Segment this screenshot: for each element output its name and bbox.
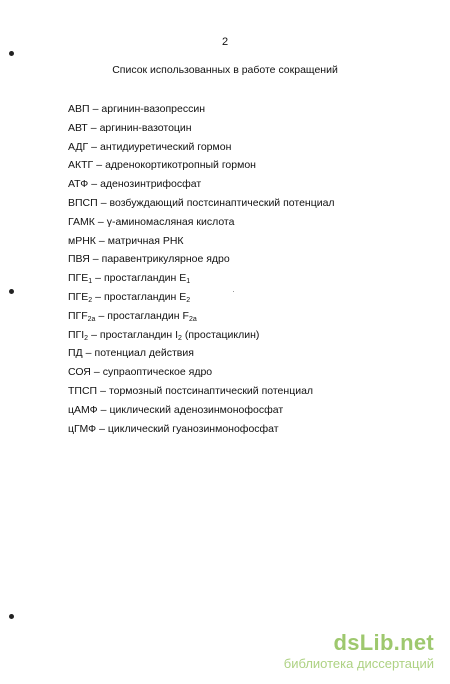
separator-dash: – (92, 103, 99, 115)
separator-dash: – (91, 140, 97, 153)
abbreviation-definition: простагландин $Е_2$ (104, 290, 191, 304)
separator-dash: – (90, 121, 97, 134)
abbreviation-definition: простагландин $I_2$ (простациклин) (99, 328, 260, 342)
abbreviation-term: АТФ (68, 178, 89, 191)
abbreviation-term: АВП (68, 103, 90, 115)
abbreviation-definition: тормозный постсинаптический потенциал (108, 384, 314, 397)
abbreviation-list (68, 100, 335, 438)
abbreviation-item (68, 269, 335, 288)
abbreviation-definition: циклический аденозинмонофосфат (109, 403, 284, 416)
abbreviation-definition: простагландин $F_{2a}$ (107, 309, 197, 323)
abbreviation-definition: аргинин-вазотоцин (99, 121, 192, 134)
abbreviation-term: ВПСП (68, 196, 98, 209)
abbreviation-term: ПД (68, 347, 83, 360)
separator-dash: – (99, 422, 105, 435)
abbreviation-item (68, 250, 335, 269)
separator-dash: – (91, 328, 97, 341)
abbreviation-item (68, 138, 335, 157)
abbreviation-definition: супраоптическое ядро (102, 366, 213, 379)
abbreviation-item (68, 307, 335, 326)
watermark-tagline: библиотека диссертаций (283, 656, 434, 671)
abbreviation-item (68, 194, 335, 213)
separator-dash: – (92, 253, 99, 266)
abbreviation-item (68, 326, 335, 345)
abbreviation-item (68, 382, 335, 401)
abbreviation-definition: аргинин-вазопрессин (101, 103, 205, 115)
abbreviation-term: АДГ (68, 140, 89, 153)
abbreviation-definition: аденозинтрифосфат (100, 178, 202, 191)
abbreviation-term: $ПГЕ_2$ (68, 290, 93, 304)
abbreviation-item (68, 401, 335, 420)
punch-hole-top (9, 51, 14, 56)
abbreviation-term: СОЯ (68, 366, 91, 379)
abbreviation-item (68, 344, 335, 363)
abbreviation-definition: матричная РНК (107, 234, 184, 247)
abbreviation-item (68, 213, 335, 232)
abbreviation-term: $ПГI_2$ (68, 328, 89, 342)
watermark[interactable] (284, 632, 434, 670)
abbreviation-term: ПВЯ (68, 253, 90, 266)
abbreviation-term: $ПГЕ_1$ (68, 272, 93, 286)
separator-dash: – (93, 366, 100, 379)
separator-dash: – (100, 403, 107, 416)
abbreviation-term: ГАМК (68, 215, 95, 228)
abbreviation-item (68, 420, 335, 439)
abbreviation-item (68, 363, 335, 382)
separator-dash: – (91, 178, 98, 191)
punch-hole-bottom (9, 614, 14, 619)
abbreviation-term: цАМФ (68, 403, 98, 416)
separator-dash: – (95, 272, 101, 285)
abbreviation-term: мРНК (68, 234, 96, 247)
separator-dash: – (96, 159, 103, 172)
abbreviation-item (68, 232, 335, 251)
abbreviation-item (68, 119, 335, 138)
page-number: 2 (221, 36, 229, 48)
separator-dash: – (95, 290, 101, 303)
separator-dash: – (85, 347, 92, 360)
separator-dash: – (100, 384, 106, 397)
abbreviation-definition: антидиуретический гормон (100, 140, 232, 153)
separator-dash: – (98, 234, 105, 247)
abbreviation-term: АВТ (68, 121, 88, 134)
abbreviation-definition: паравентрикулярное ядро (101, 253, 230, 266)
abbreviation-term: АКТГ (68, 159, 94, 172)
abbreviation-item (68, 175, 335, 194)
abbreviation-definition: простагландин $Е_1$ (104, 272, 191, 286)
abbreviation-item (68, 100, 335, 119)
abbreviation-item (68, 156, 335, 175)
abbreviation-definition: возбуждающий постсинаптический потенциал (109, 196, 335, 209)
separator-dash: – (98, 309, 105, 322)
abbreviation-term: $ПГF_{2a}$ (68, 309, 96, 323)
punch-hole-middle (9, 289, 14, 294)
watermark-brand: dsLib.net (333, 630, 434, 655)
page-title: Список использованных в работе сокращений (112, 64, 338, 76)
abbreviation-item (68, 288, 335, 307)
abbreviation-term: ТПСП (68, 384, 98, 397)
separator-dash: – (100, 196, 107, 209)
abbreviation-definition: адренокортикотропный гормон (105, 159, 256, 172)
abbreviation-definition: циклический гуанозинмонофосфат (107, 422, 279, 435)
abbreviation-definition: γ-аминомасляная кислота (106, 215, 235, 228)
abbreviation-definition: потенциал действия (94, 347, 194, 360)
separator-dash: – (97, 215, 104, 228)
abbreviation-term: цГМФ (68, 422, 97, 435)
